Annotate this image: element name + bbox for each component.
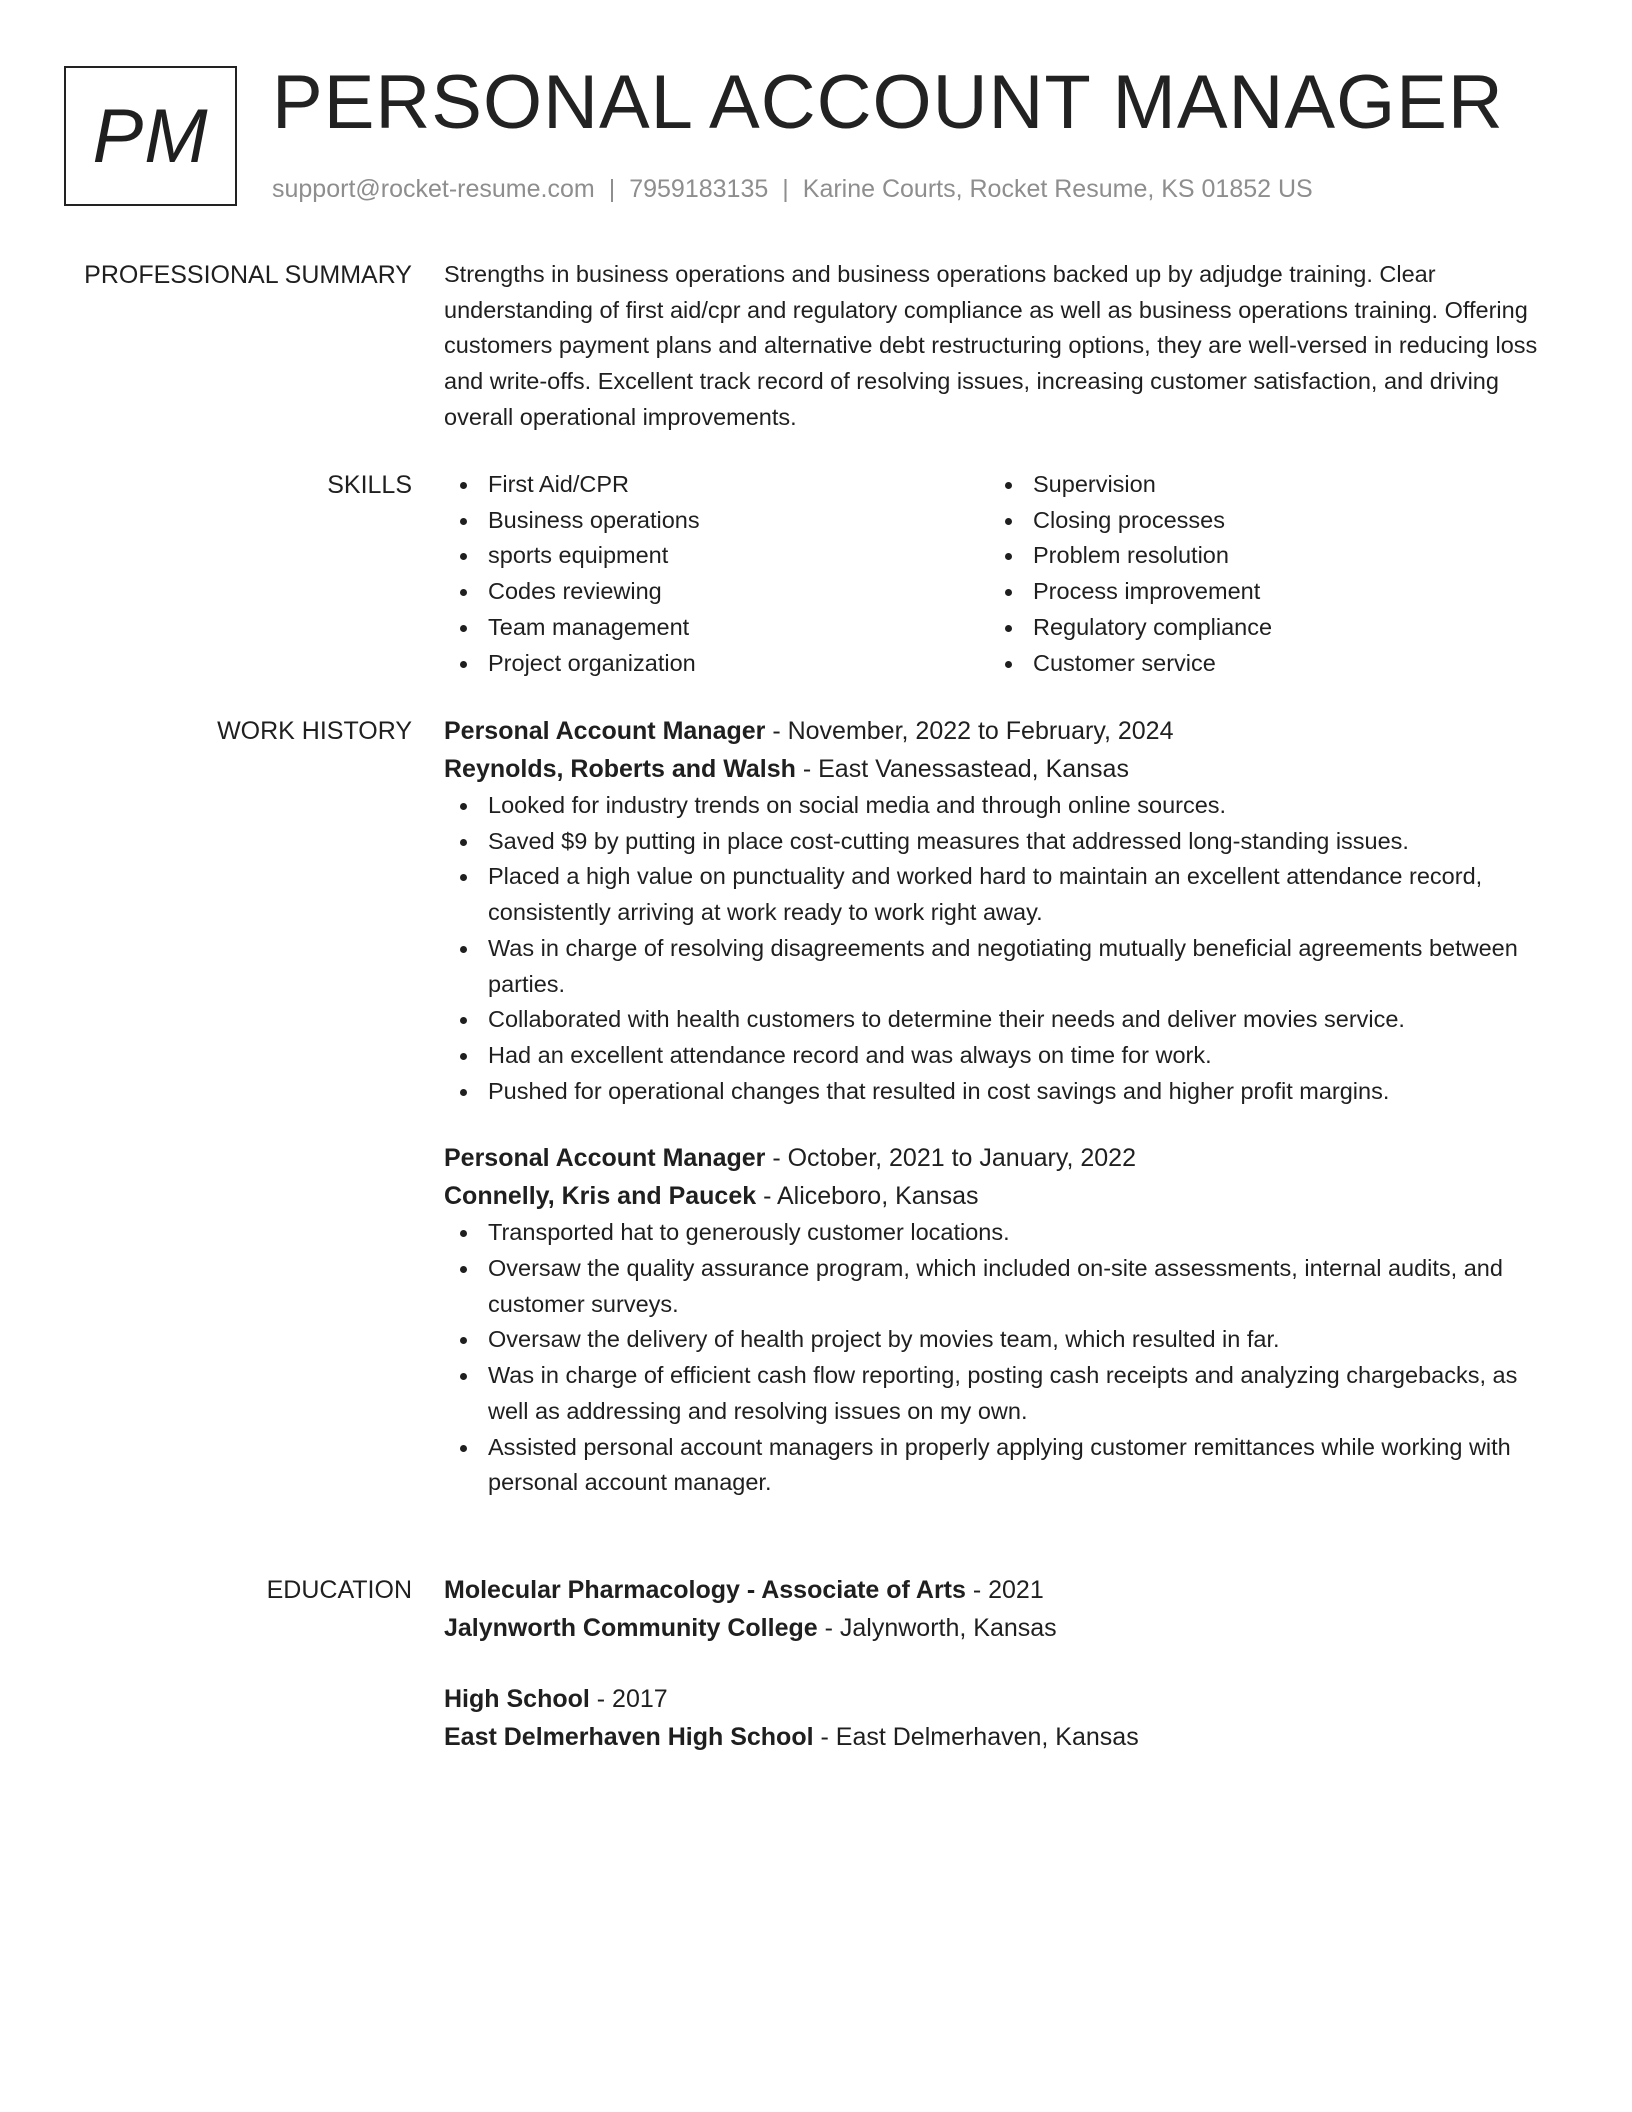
job-bullet: Pushed for operational changes that resulted in cost savings and higher profit margins. xyxy=(444,1074,1564,1110)
contact-email[interactable]: support@rocket-resume.com xyxy=(272,175,595,203)
job-bullet: Oversaw the quality assurance program, which included on-site assessments, internal audits, and customer surveys. xyxy=(444,1251,1564,1322)
job-bullets xyxy=(444,1215,1564,1501)
job-bullet: Oversaw the delivery of health project by movies team, which resulted in far. xyxy=(444,1322,1564,1358)
job-bullet: Was in charge of resolving disagreements and negotiating mutually beneficial agreements between parties. xyxy=(444,931,1564,1002)
skill-item: Team management xyxy=(444,610,989,646)
job-bullet: Was in charge of efficient cash flow reporting, posting cash receipts and analyzing chargebacks, as well as addressing and resolving issues on my own. xyxy=(444,1358,1564,1429)
job-entry xyxy=(444,1140,1564,1501)
job-location: - Aliceboro, Kansas xyxy=(756,1181,979,1210)
work-history-body xyxy=(444,713,1564,1501)
contact-line xyxy=(272,172,1313,206)
job-bullet: Looked for industry trends on social media and through online sources. xyxy=(444,788,1564,824)
skill-item: Supervision xyxy=(989,467,1534,503)
job-company: Reynolds, Roberts and Walsh xyxy=(444,754,796,783)
job-company: Connelly, Kris and Paucek xyxy=(444,1181,757,1210)
skill-item: Customer service xyxy=(989,646,1534,682)
skill-item: Business operations xyxy=(444,503,989,539)
education-entry xyxy=(444,1681,1564,1756)
job-bullet: Collaborated with health customers to determine their needs and deliver movies service. xyxy=(444,1002,1564,1038)
work-history-heading: WORK HISTORY xyxy=(217,717,412,745)
skill-item: First Aid/CPR xyxy=(444,467,989,503)
skills-heading: SKILLS xyxy=(327,471,412,499)
education-degree: High School xyxy=(444,1685,590,1713)
contact-phone[interactable]: 7959183135 xyxy=(629,175,769,203)
job-company-line xyxy=(444,1178,1564,1216)
summary-body xyxy=(444,257,1564,436)
education-year: - 2021 xyxy=(965,1576,1044,1604)
job-title-line xyxy=(444,713,1564,751)
job-title: Personal Account Manager xyxy=(444,717,766,745)
education-degree-line xyxy=(444,1681,1564,1719)
skills-list-left xyxy=(444,467,989,681)
job-entry xyxy=(444,713,1564,1109)
summary-heading: PROFESSIONAL SUMMARY xyxy=(84,261,412,289)
contact-separator: | xyxy=(782,175,789,203)
summary-text: Strengths in business operations and business operations backed up by adjudge training. Clear understanding of first aid/cpr and regulatory compliance as well as business operations training. Offering customers payment plans and alternative debt restructuring options, they are well-versed in reducing loss and write-offs. Excellent track record of resolving issues, increasing customer satisfaction, and driving overall operational improvements. xyxy=(444,261,1538,430)
monogram-box xyxy=(64,66,237,206)
job-bullets xyxy=(444,788,1564,1109)
skills-body xyxy=(444,467,1564,681)
education-degree: Molecular Pharmacology - Associate of Arts xyxy=(444,1576,966,1604)
education-heading: EDUCATION xyxy=(266,1576,412,1604)
skill-item: Process improvement xyxy=(989,574,1534,610)
education-location: - East Delmerhaven, Kansas xyxy=(813,1722,1139,1751)
skill-item: Problem resolution xyxy=(989,538,1534,574)
education-school-line xyxy=(444,1719,1564,1757)
job-dates: - October, 2021 to January, 2022 xyxy=(765,1144,1136,1173)
job-bullet: Assisted personal account managers in properly applying customer remittances while working with personal account manager. xyxy=(444,1430,1564,1501)
skill-item: Codes reviewing xyxy=(444,574,989,610)
education-year: - 2017 xyxy=(589,1685,668,1713)
job-company-line xyxy=(444,751,1564,789)
skill-item: sports equipment xyxy=(444,538,989,574)
job-location: - East Vanessastead, Kansas xyxy=(795,754,1129,783)
job-dates: - November, 2022 to February, 2024 xyxy=(765,717,1174,745)
skill-item: Project organization xyxy=(444,646,989,682)
education-location: - Jalynworth, Kansas xyxy=(817,1613,1057,1642)
skill-item: Closing processes xyxy=(989,503,1534,539)
monogram-initials: PM xyxy=(92,93,209,179)
education-school-line xyxy=(444,1610,1564,1648)
education-entry xyxy=(444,1572,1564,1647)
resume-title: PERSONAL ACCOUNT MANAGER xyxy=(272,60,1504,145)
contact-separator: | xyxy=(608,175,616,203)
education-school: Jalynworth Community College xyxy=(444,1613,818,1642)
job-title-line xyxy=(444,1140,1564,1178)
skills-grid xyxy=(444,467,1564,681)
job-bullet: Saved $9 by putting in place cost-cutting measures that addressed long-standing issues. xyxy=(444,824,1564,860)
job-bullet: Placed a high value on punctuality and worked hard to maintain an excellent attendance record, consistently arriving at work ready to work right away. xyxy=(444,859,1564,930)
skill-item: Regulatory compliance xyxy=(989,610,1534,646)
skills-list-right xyxy=(989,467,1534,681)
contact-address: Karine Courts, Rocket Resume, KS 01852 US xyxy=(802,175,1313,203)
job-bullet: Transported hat to generously customer locations. xyxy=(444,1215,1564,1251)
education-degree-line xyxy=(444,1572,1564,1610)
job-bullet: Had an excellent attendance record and was always on time for work. xyxy=(444,1038,1564,1074)
job-title: Personal Account Manager xyxy=(444,1144,766,1173)
education-school: East Delmerhaven High School xyxy=(444,1722,814,1751)
education-body xyxy=(444,1572,1564,1756)
